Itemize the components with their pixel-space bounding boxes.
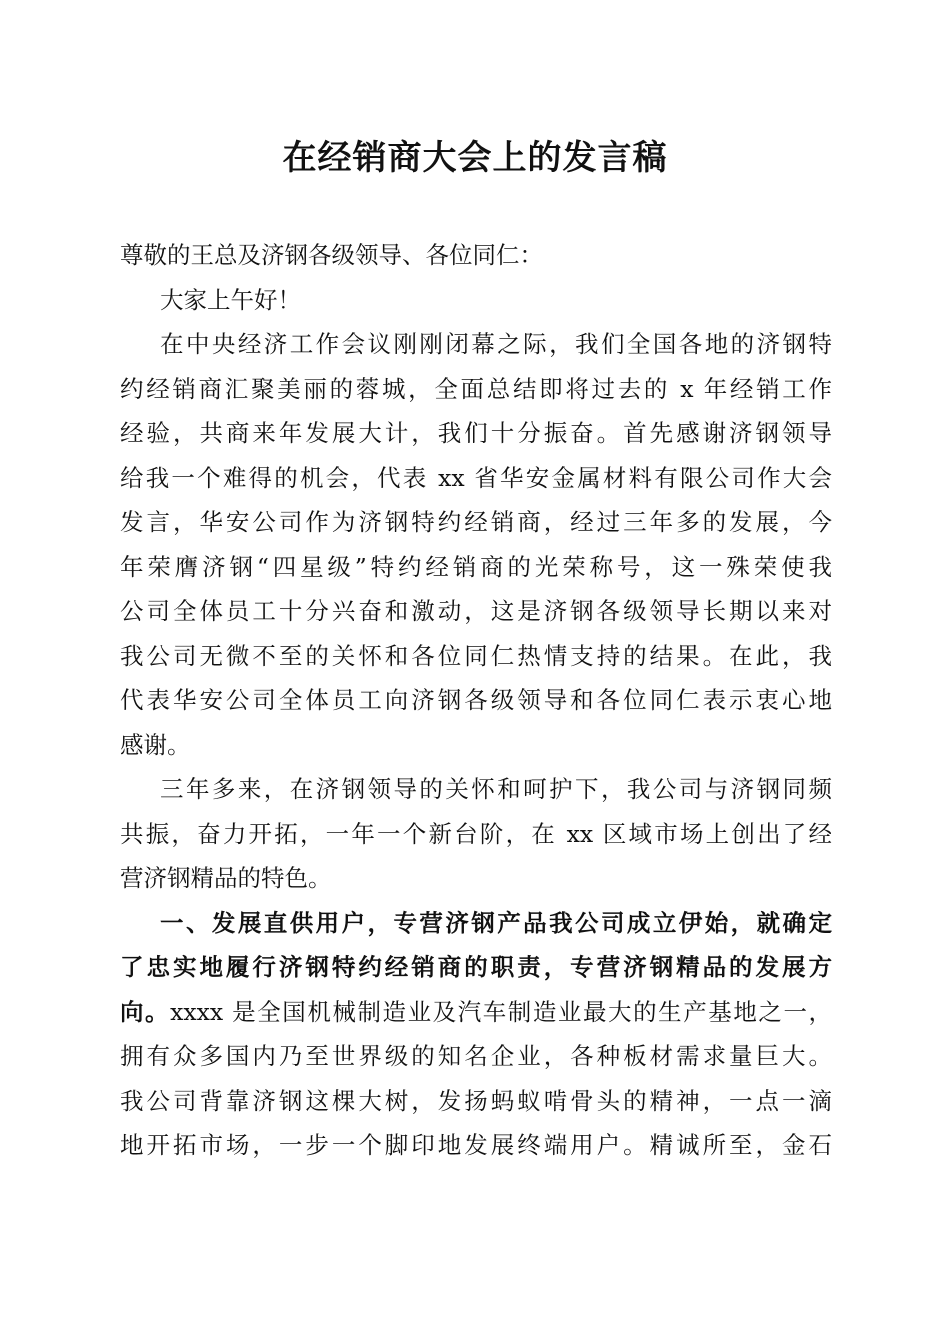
- paragraph-development: [120, 767, 832, 901]
- section-body-line: 地开拓市场，一步一个脚印地发展终端用户。精诚所至，金石: [120, 1131, 832, 1159]
- greeting: 大家上午好！: [160, 285, 301, 314]
- paragraph-line: 公司全体员工十分兴奋和激动，这是济钢各级领导长期以来对: [120, 597, 832, 625]
- section-body-line: 我公司背靠济钢这棵大树，发扬蚂蚁啃骨头的精神，一点一滴: [120, 1086, 832, 1115]
- paragraph-line: 约经销商汇聚美丽的蓉城，全面总结即将过去的 x 年经销工作: [120, 374, 832, 403]
- section-mixed-line: [120, 990, 832, 1035]
- section-heading-line: 了忠实地履行济钢特约经销商的职责，专营济钢精品的发展方: [120, 953, 832, 981]
- section-heading-tail: 向。: [120, 997, 171, 1026]
- paragraph-line: 营济钢精品的特色。: [120, 864, 332, 892]
- section-body-line: 拥有众多国内乃至世界级的知名企业，各种板材需求量巨大。: [120, 1042, 832, 1070]
- paragraph-line: 共振，奋力开拓，一年一个新台阶，在 xx 区域市场上创出了经: [120, 819, 832, 848]
- paragraph-line: 代表华安公司全体员工向济钢各级领导和各位同仁表示衷心地: [120, 686, 832, 714]
- paragraph-line: 三年多来，在济钢领导的关怀和呵护下，我公司与济钢同频: [160, 775, 832, 803]
- paragraph-line: 给我一个难得的机会，代表 xx 省华安金属材料有限公司作大会: [120, 463, 832, 492]
- document-body: [120, 233, 832, 1168]
- paragraph-line: 发言，华安公司作为济钢特约经销商，经过三年多的发展，今: [120, 508, 832, 536]
- section-one: [120, 901, 832, 1168]
- document-title: 在经销商大会上的发言稿: [282, 138, 668, 178]
- paragraph-line: 感谢。: [120, 730, 191, 759]
- paragraph-line: 我公司无微不至的关怀和各位同仁热情支持的结果。在此，我: [120, 641, 832, 670]
- paragraph-line: 年荣膺济钢“四星级”特约经销商的光荣称号，这一殊荣使我: [120, 552, 832, 581]
- paragraph-opening: [120, 322, 832, 767]
- section-body-text: xxxx 是全国机械制造业及汽车制造业最大的生产基地之一，: [170, 997, 833, 1026]
- salutation: 尊敬的王总及济钢各级领导、各位同仁：: [120, 241, 543, 269]
- paragraph-line: 在中央经济工作会议刚刚闭幕之际，我们全国各地的济钢特: [160, 330, 832, 358]
- paragraph-line: 经验，共商来年发展大计，我们十分振奋。首先感谢济钢领导: [120, 419, 832, 447]
- section-heading-line: 一、发展直供用户，专营济钢产品我公司成立伊始，就确定: [160, 908, 832, 937]
